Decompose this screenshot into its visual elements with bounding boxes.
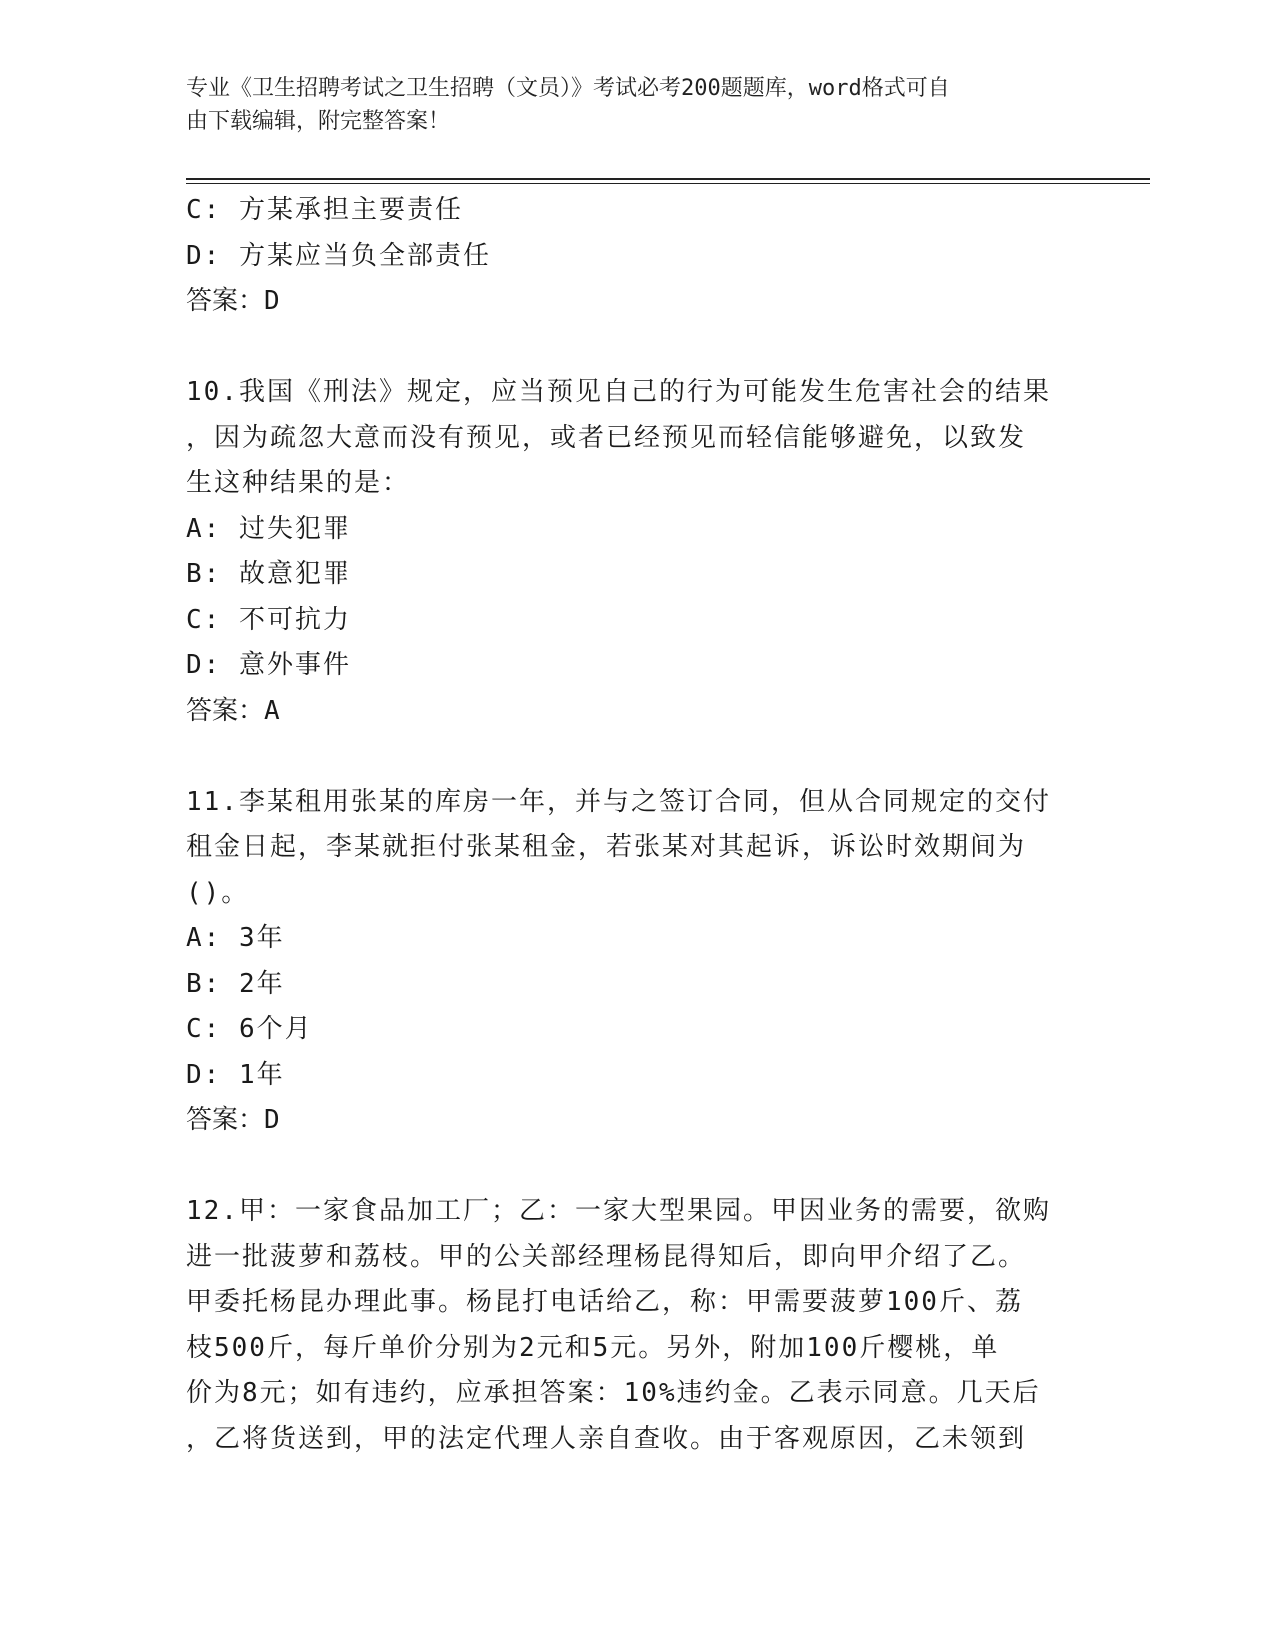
spacer (186, 734, 1066, 780)
header-divider (186, 178, 1150, 180)
question-text-line: 12.甲：一家食品加工厂；乙：一家大型果园。甲因业务的需要，欲购 (186, 1196, 1051, 1226)
question-text-line: 生这种结果的是： (186, 468, 411, 498)
option-a: A: 3年 (186, 923, 285, 953)
answer-line: 答案：D (186, 1105, 280, 1135)
answer-line: 答案：D (186, 286, 280, 316)
question-text-line: 枝500斤，每斤单价分别为2元和5元。另外，附加100斤樱桃，单 (186, 1332, 1000, 1363)
question-text-line: 甲委托杨昆办理此事。杨昆打电话给乙，称：甲需要菠萝100斤、荔 (186, 1287, 1023, 1317)
question-text-line: 价为8元；如有违约，应承担答案：10%违约金。乙表示同意。几天后 (186, 1378, 1041, 1408)
spacer (186, 1144, 1066, 1190)
option-c: C: 不可抗力 (186, 604, 351, 635)
question-text-line: ()。 (186, 877, 250, 908)
question-text-line: 进一批菠萝和荔枝。甲的公关部经理杨昆得知后，即向甲介绍了乙。 (186, 1241, 1027, 1272)
question-11 (186, 780, 1066, 1144)
page-header (186, 72, 1066, 138)
question-text-line: 10.我国《刑法》规定，应当预见自己的行为可能发生危害社会的结果 (186, 377, 1051, 407)
option-b: B: 2年 (186, 968, 285, 999)
option-d: D: 1年 (186, 1059, 285, 1090)
question-text-line: 租金日起，李某就拒付张某租金，若张某对其起诉，诉讼时效期间为 (186, 832, 1027, 862)
option-d: D: 意外事件 (186, 650, 351, 680)
question-text-line: ，乙将货送到，甲的法定代理人亲自查收。由于客观原因，乙未领到 (186, 1423, 1027, 1454)
option-b: B: 故意犯罪 (186, 559, 351, 589)
header-line-2: 由下载编辑，附完整答案！ (186, 109, 451, 134)
option-a: A: 过失犯罪 (186, 513, 351, 544)
document-body (186, 188, 1066, 1462)
header-line-1: 专业《卫生招聘考试之卫生招聘（文员）》考试必考200题题库，word格式可自 (186, 76, 950, 101)
answer-line: 答案：A (186, 695, 280, 726)
option-c: C: 方某承担主要责任 (186, 195, 463, 225)
option-c: C: 6个月 (186, 1014, 313, 1044)
question-12 (186, 1189, 1066, 1462)
header-divider-thin (186, 183, 1150, 184)
question-text-line: ，因为疏忽大意而没有预见，或者已经预见而轻信能够避免，以致发 (186, 422, 1027, 453)
question-10 (186, 370, 1066, 734)
spacer (186, 325, 1066, 371)
option-d: D: 方某应当负全部责任 (186, 240, 491, 271)
question-9-continued (186, 188, 1066, 325)
question-text-line: 11.李某租用张某的库房一年，并与之签订合同，但从合同规定的交付 (186, 786, 1051, 817)
